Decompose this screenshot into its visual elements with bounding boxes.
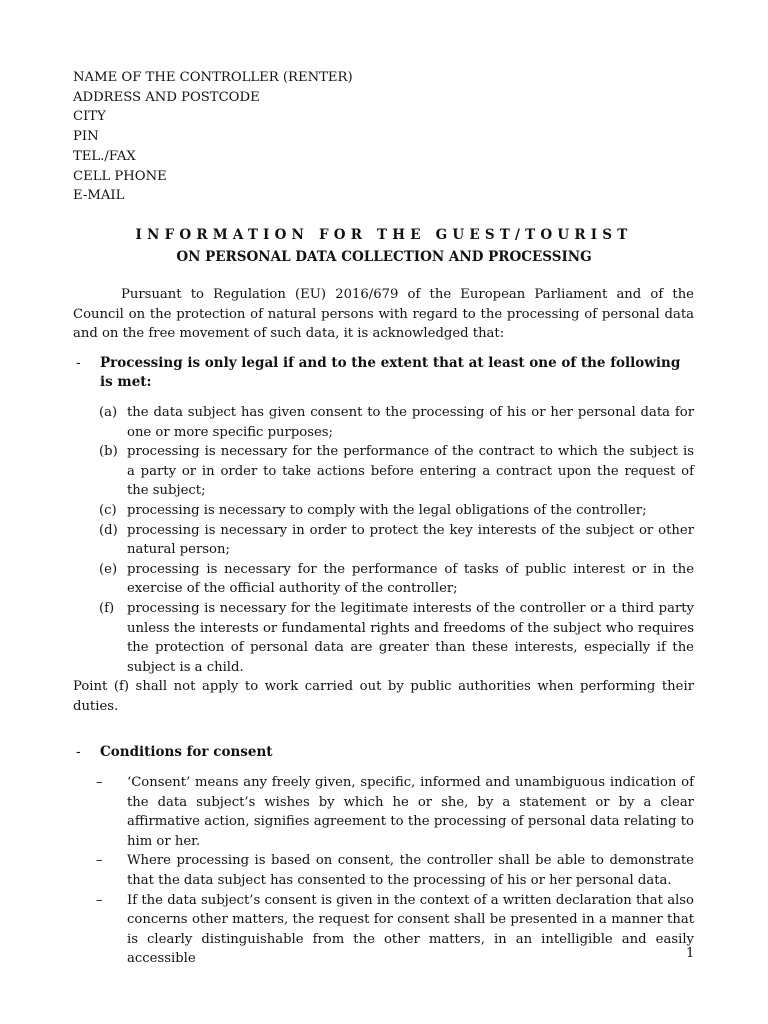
list-item [73,851,694,890]
list-item [73,521,694,560]
item-text: processing is necessary for the legitimate interests of the controller or a third party unless the interests or fundamental rights and freedoms of the subject who requires the protection of personal data are greater than these interests, especially if the subject is a child. [127,600,694,675]
item-label: (d) [99,522,118,538]
consent-conditions-list [73,773,694,969]
header-cell-phone: CELL PHONE [73,168,167,184]
header-pin: PIN [73,129,99,145]
section-heading-text: Processing is only legal if and to the extent that at least one of the following is met: [100,354,681,391]
item-label: (a) [99,404,118,420]
list-item [73,560,694,599]
header-city: CITY [73,109,106,125]
item-text: If the data subject’s consent is given in the context of a written declaration that also concerns other matters, the request for consent shall be presented in a manner that is clearly distinguishable from the other matters, in an intelligible and easily accessible [127,892,694,967]
point-f-note: Point (f) shall not apply to work carried out by public authorities when performing their duties. [73,679,694,714]
item-label: (c) [99,502,117,518]
item-label: (b) [99,444,118,460]
document-subtitle: ON PERSONAL DATA COLLECTION AND PROCESSING [176,249,592,265]
list-item [73,773,694,851]
header-tel-fax: TEL./FAX [73,148,136,164]
item-text: processing is necessary to comply with the legal obligations of the controller; [127,502,647,518]
section-dash: - [76,744,81,761]
section-heading-text: Conditions for consent [100,744,273,761]
list-item [73,442,694,501]
item-text: processing is necessary in order to protect the key interests of the subject or other natural person; [127,522,694,558]
item-label: (e) [99,561,118,577]
section-lawful-processing-heading [73,354,694,393]
item-text: processing is necessary for the performance of tasks of public interest or in the exercise of the official authority of the controller; [127,561,694,597]
section-consent-heading [73,743,694,763]
list-item [73,599,694,677]
controller-header [73,68,353,206]
section-dash: - [76,354,81,371]
header-email: E-MAIL [73,188,125,204]
page-number: 1 [686,946,695,961]
list-item [73,501,694,521]
item-text: the data subject has given consent to the processing of his or her personal data for one or more specific purposes; [127,404,694,440]
item-text: ‘Consent’ means any freely given, specific, informed and unambiguous indication of the data subject’s wishes by which he or she, by a statement or by a clear affirmative action, signifies agreement to the processing of personal data relating to him or her. [127,775,694,849]
document-title: INFORMATION FOR THE GUEST/TOURIST [135,227,633,243]
header-address: ADDRESS AND POSTCODE [73,89,260,105]
item-bullet: – [96,892,103,908]
item-text: processing is necessary for the performance of the contract to which the subject is a party or in order to take actions before entering a contract upon the request of the subject; [127,444,694,499]
lawful-processing-list [73,403,694,677]
section-spacer [73,716,694,733]
item-bullet: – [96,853,103,869]
list-item [73,891,694,969]
item-text: Where processing is based on consent, the controller shall be able to demonstrate that the data subject has consented to the processing of his or her personal data. [127,853,694,889]
intro-paragraph: Pursuant to Regulation (EU) 2016/679 of the European Parliament and of the Council on the protection of natural persons with regard to the processing of personal data and on the free movement of such data, it is acknowledged that: [73,287,694,342]
list-item [73,403,694,442]
item-label: (f) [99,600,115,616]
header-controller-name: NAME OF THE CONTROLLER (RENTER) [73,70,353,85]
document-body [73,285,694,969]
item-bullet: – [96,775,103,791]
